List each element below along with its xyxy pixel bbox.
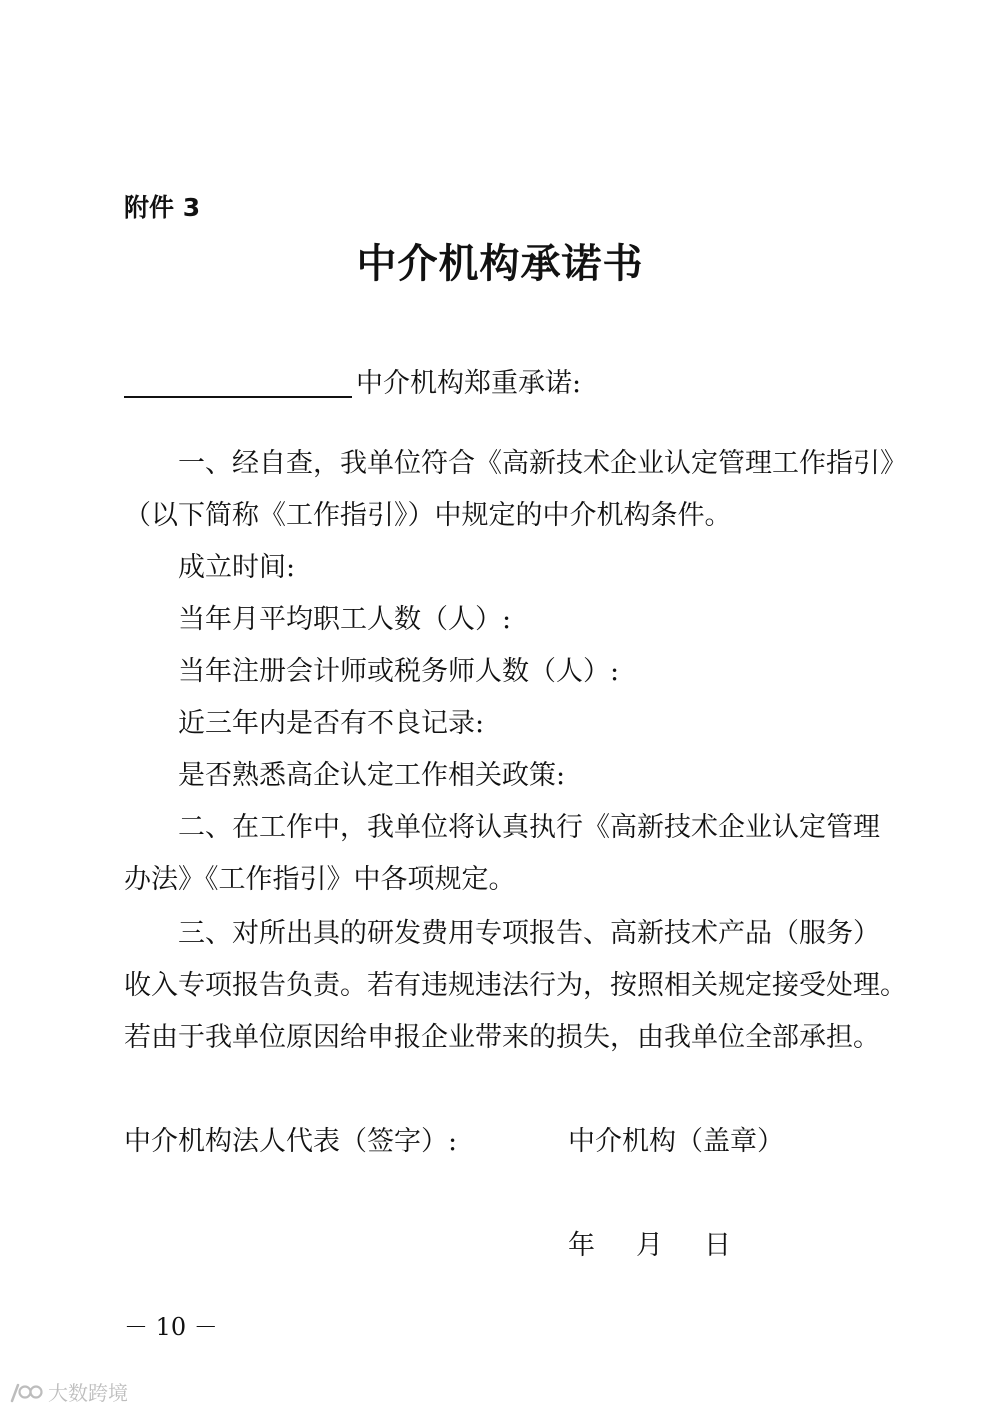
clause-3-line-3: 若由于我单位原因给申报企业带来的损失，由我单位全部承担。 [124,1022,880,1053]
clause-3-line-1: 三、对所出具的研发费用专项报告、高新技术产品（服务） [178,918,880,949]
clause-2-line-1: 二、在工作中，我单位将认真执行《高新技术企业认定管理 [178,812,880,843]
date-month: 月 [636,1230,663,1261]
field-policy-familiarity: 是否熟悉高企认定工作相关政策: [178,760,566,791]
clause-3-line-2: 收入专项报告负责。若有违规违法行为，按照相关规定接受处理。 [124,970,907,1001]
date-day: 日 [704,1230,731,1261]
page-number: － 10 － [124,1313,218,1341]
field-bad-record: 近三年内是否有不良记录: [178,708,485,739]
watermark [8,1380,128,1406]
watermark-text: 大数跨境 [48,1381,128,1405]
date-year: 年 [568,1230,595,1261]
agency-seal-label: 中介机构（盖章） [568,1126,784,1157]
watermark-logo-icon [8,1381,44,1405]
field-average-staff: 当年月平均职工人数（人）: [178,604,512,635]
field-established-time: 成立时间: [178,552,296,583]
field-accountant-count: 当年注册会计师或税务师人数（人）: [178,656,620,687]
clause-2-line-2: 办法》《工作指引》中各项规定。 [124,864,516,895]
promise-intro: 中介机构郑重承诺: [356,368,582,399]
attachment-label: 附件 3 [124,193,201,222]
clause-1-line-1: 一、经自查，我单位符合《高新技术企业认定管理工作指引》 [178,448,907,479]
agency-name-blank [124,396,352,398]
clause-1-line-2: （以下简称《工作指引》）中规定的中介机构条件。 [124,500,732,531]
legal-representative-signature-label: 中介机构法人代表（签字）: [124,1126,458,1157]
document-title: 中介机构承诺书 [356,241,644,287]
